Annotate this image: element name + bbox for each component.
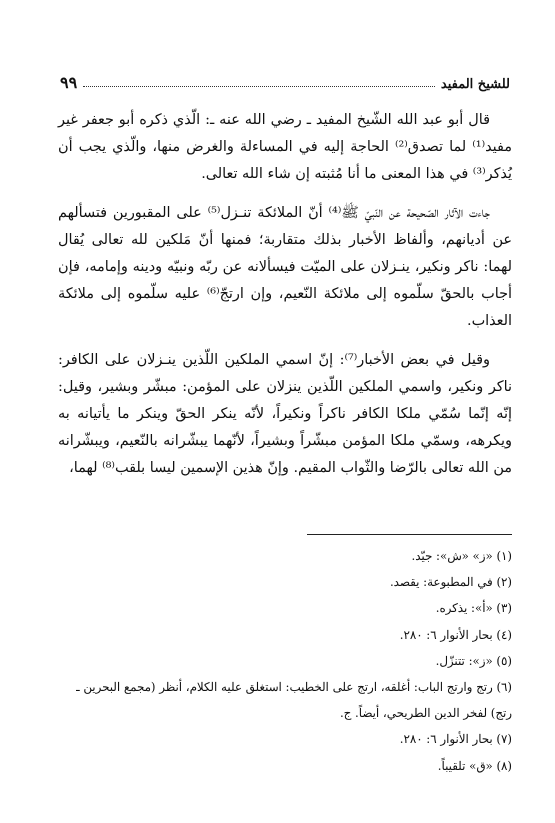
footnote-separator <box>307 534 512 535</box>
footnote: (٢) في المطبوعة: يقصد. <box>389 575 512 590</box>
footnote: (١) «ز» «ش»: جيّد. <box>411 549 512 563</box>
footnote: (٥) «ز»: تتنزّل. <box>435 653 512 668</box>
footnotes <box>60 543 512 779</box>
footnote: (٤) بحار الأنوار ٦: ٢٨٠. <box>399 627 512 642</box>
header-dotted-leader <box>83 86 435 87</box>
footnote: (٦) رتج وارتج الباب: أغلقه، ارتج على الخطيب: استغلق عليه الكلام، أنظر (مجمع البحرين ـ رتج) لفخر الدين الطريحي، أيضاً. ج. <box>76 680 512 721</box>
footnote: (٣) «أ»: يذكره. <box>435 601 512 616</box>
footnote: (٧) بحار الأنوار ٦: ٢٨٠. <box>399 732 512 747</box>
running-title: للشيخ المفيد <box>440 77 510 92</box>
page-number: ٩٩ <box>60 73 78 92</box>
paragraph: جاءت الآثار الصّحيحة عن النّبيّ ﷺ⁽⁴⁾ أنّ الملائكة تنـزل⁽⁵⁾ على المقبورين فتسألهم عن أديانهم، وألفاظ الأخبار بذلك متقاربة؛ فمنها أنّ مَلكين لله تعالى يُقال لهما: ناكر ونكير، ينـزلان على الميّت فيسألانه عن ربّه ونبيّه ودينه وإمامه، فإن أجاب بالحقّ سلّموه إلى ملائكة النّعيم، وإن ارتجّ⁽⁶⁾ عليه سلّموه إلى ملائكة العذاب. <box>58 204 512 330</box>
main-text <box>58 107 512 483</box>
footnote: (٨) «ق» تلقيباً. <box>437 758 512 773</box>
page-header <box>60 68 510 92</box>
paragraph: وقيل في بعض الأخبار⁽⁷⁾: إنّ اسمي الملكين اللّذين ينـزلان على الكافر: ناكر ونكير، واسمي الملكين اللّذين ينزلان على المؤمن: مبشّر وبشير، وقيل: إنّه إنّما سُمّي ملكا الكافر ناكراً ونكيراً، لأنّه ينكر الحقّ وينكر ما يأتيانه به ويكرهه، وسمّي ملكا المؤمن مبشّراً وبشيراً، لأنّهما يبشّرانه بالنّعيم، ويبشّرانه من الله تعالى بالرّضا والثّواب المقيم. وإنّ هذين الإسمين ليسا بلقب⁽⁸⁾ لهما، <box>58 351 512 477</box>
paragraph: قال أبو عبد الله الشّيخ المفيد ـ رضي الله عنه ـ: الّذي ذكره أبو جعفر غير مفيد⁽¹⁾ لما تصدق⁽²⁾ الحاجة إليه في المساءلة والغرض منها، والّذي يجب أن يُذكر⁽³⁾ في هذا المعنى ما أنا مُثبته إن شاء الله تعالى. <box>58 112 512 183</box>
